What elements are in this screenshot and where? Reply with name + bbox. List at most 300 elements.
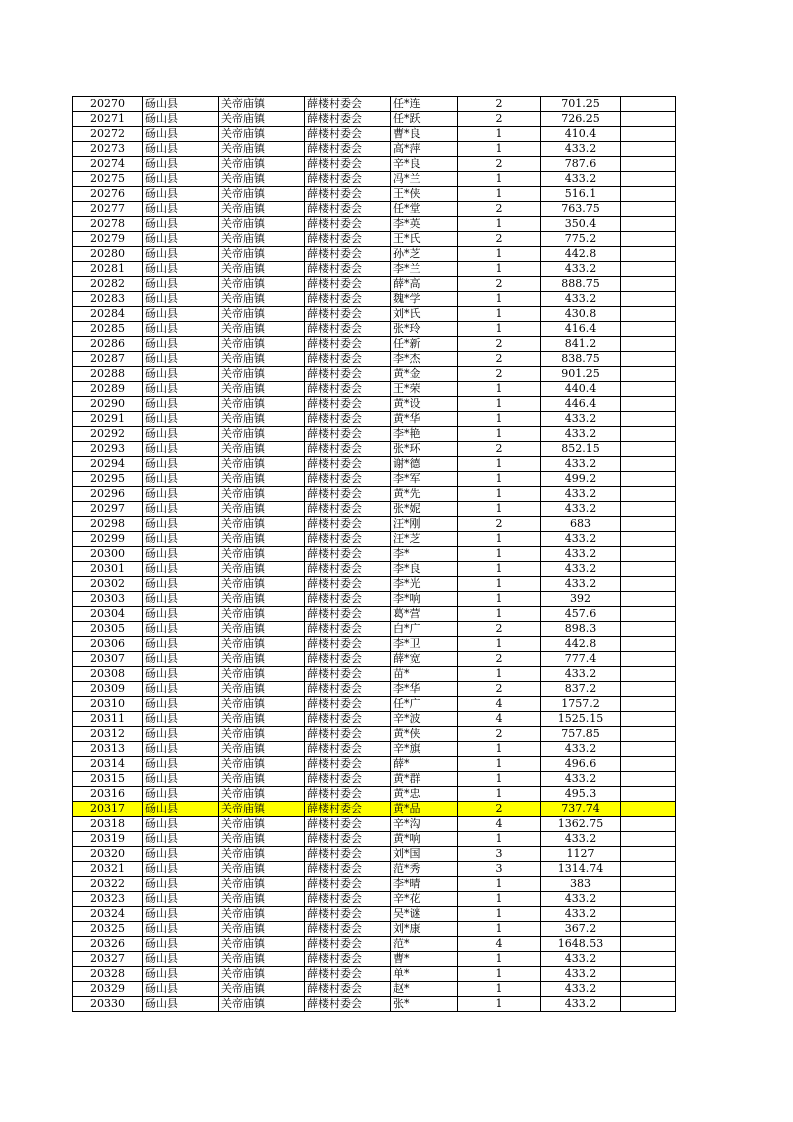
note-cell [621, 727, 676, 742]
county-cell: 砀山县 [143, 907, 219, 922]
county-cell: 砀山县 [143, 892, 219, 907]
note-cell [621, 697, 676, 712]
town-cell: 关帝庙镇 [219, 397, 305, 412]
amount-cell: 757.85 [541, 727, 621, 742]
note-cell [621, 757, 676, 772]
town-cell: 关帝庙镇 [219, 97, 305, 112]
name-cell: 任*新 [391, 337, 458, 352]
table-row [73, 997, 676, 1012]
record-id: 20283 [73, 292, 143, 307]
town-cell: 关帝庙镇 [219, 802, 305, 817]
town-cell: 关帝庙镇 [219, 757, 305, 772]
table-row [73, 652, 676, 667]
amount-cell: 433.2 [541, 952, 621, 967]
note-cell [621, 682, 676, 697]
village-cell: 薛楼村委会 [305, 907, 391, 922]
village-cell: 薛楼村委会 [305, 652, 391, 667]
table-row [73, 352, 676, 367]
name-cell: 任*连 [391, 97, 458, 112]
village-cell: 薛楼村委会 [305, 112, 391, 127]
town-cell: 关帝庙镇 [219, 607, 305, 622]
table-row [73, 967, 676, 982]
table-row [73, 982, 676, 997]
town-cell: 关帝庙镇 [219, 337, 305, 352]
village-cell: 薛楼村委会 [305, 322, 391, 337]
town-cell: 关帝庙镇 [219, 907, 305, 922]
village-cell: 薛楼村委会 [305, 667, 391, 682]
note-cell [621, 142, 676, 157]
village-cell: 薛楼村委会 [305, 577, 391, 592]
amount-cell: 898.3 [541, 622, 621, 637]
amount-cell: 433.2 [541, 982, 621, 997]
count-cell: 2 [458, 682, 541, 697]
town-cell: 关帝庙镇 [219, 592, 305, 607]
count-cell: 1 [458, 487, 541, 502]
amount-cell: 838.75 [541, 352, 621, 367]
count-cell: 1 [458, 952, 541, 967]
note-cell [621, 922, 676, 937]
village-cell: 薛楼村委会 [305, 127, 391, 142]
name-cell: 李*杰 [391, 352, 458, 367]
amount-cell: 775.2 [541, 232, 621, 247]
amount-cell: 433.2 [541, 487, 621, 502]
name-cell: 李*军 [391, 472, 458, 487]
record-id: 20300 [73, 547, 143, 562]
table-row [73, 157, 676, 172]
record-id: 20324 [73, 907, 143, 922]
count-cell: 4 [458, 697, 541, 712]
name-cell: 李*兰 [391, 262, 458, 277]
count-cell: 3 [458, 862, 541, 877]
name-cell: 张*妮 [391, 502, 458, 517]
name-cell: 范* [391, 937, 458, 952]
record-id: 20270 [73, 97, 143, 112]
record-id: 20299 [73, 532, 143, 547]
village-cell: 薛楼村委会 [305, 982, 391, 997]
note-cell [621, 232, 676, 247]
record-id: 20311 [73, 712, 143, 727]
county-cell: 砀山县 [143, 832, 219, 847]
table-row [73, 412, 676, 427]
amount-cell: 841.2 [541, 337, 621, 352]
note-cell [621, 517, 676, 532]
table-row [73, 727, 676, 742]
amount-cell: 852.15 [541, 442, 621, 457]
amount-cell: 433.2 [541, 967, 621, 982]
amount-cell: 410.4 [541, 127, 621, 142]
village-cell: 薛楼村委会 [305, 757, 391, 772]
amount-cell: 433.2 [541, 142, 621, 157]
amount-cell: 440.4 [541, 382, 621, 397]
village-cell: 薛楼村委会 [305, 682, 391, 697]
name-cell: 黄*忠 [391, 787, 458, 802]
name-cell: 李*艳 [391, 427, 458, 442]
amount-cell: 457.6 [541, 607, 621, 622]
record-id: 20287 [73, 352, 143, 367]
amount-cell: 442.8 [541, 247, 621, 262]
amount-cell: 433.2 [541, 742, 621, 757]
village-cell: 薛楼村委会 [305, 262, 391, 277]
note-cell [621, 112, 676, 127]
village-cell: 薛楼村委会 [305, 862, 391, 877]
record-id: 20317 [73, 802, 143, 817]
village-cell: 薛楼村委会 [305, 832, 391, 847]
county-cell: 砀山县 [143, 97, 219, 112]
village-cell: 薛楼村委会 [305, 187, 391, 202]
note-cell [621, 97, 676, 112]
table-body [73, 97, 676, 1012]
county-cell: 砀山县 [143, 397, 219, 412]
count-cell: 2 [458, 157, 541, 172]
count-cell: 1 [458, 922, 541, 937]
table-row [73, 262, 676, 277]
count-cell: 2 [458, 517, 541, 532]
town-cell: 关帝庙镇 [219, 667, 305, 682]
name-cell: 曹*良 [391, 127, 458, 142]
county-cell: 砀山县 [143, 742, 219, 757]
village-cell: 薛楼村委会 [305, 502, 391, 517]
name-cell: 薛* [391, 757, 458, 772]
town-cell: 关帝庙镇 [219, 412, 305, 427]
name-cell: 孙*芝 [391, 247, 458, 262]
amount-cell: 446.4 [541, 397, 621, 412]
record-id: 20272 [73, 127, 143, 142]
town-cell: 关帝庙镇 [219, 157, 305, 172]
note-cell [621, 397, 676, 412]
county-cell: 砀山县 [143, 622, 219, 637]
count-cell: 2 [458, 622, 541, 637]
note-cell [621, 772, 676, 787]
record-id: 20312 [73, 727, 143, 742]
county-cell: 砀山县 [143, 502, 219, 517]
note-cell [621, 172, 676, 187]
village-cell: 薛楼村委会 [305, 802, 391, 817]
village-cell: 薛楼村委会 [305, 247, 391, 262]
record-id: 20274 [73, 157, 143, 172]
town-cell: 关帝庙镇 [219, 487, 305, 502]
village-cell: 薛楼村委会 [305, 997, 391, 1012]
county-cell: 砀山县 [143, 727, 219, 742]
count-cell: 1 [458, 967, 541, 982]
table-row [73, 862, 676, 877]
county-cell: 砀山县 [143, 682, 219, 697]
town-cell: 关帝庙镇 [219, 847, 305, 862]
village-cell: 薛楼村委会 [305, 172, 391, 187]
table-row [73, 622, 676, 637]
note-cell [621, 562, 676, 577]
table-row [73, 502, 676, 517]
village-cell: 薛楼村委会 [305, 607, 391, 622]
table-row [73, 367, 676, 382]
town-cell: 关帝庙镇 [219, 937, 305, 952]
table-row [73, 682, 676, 697]
town-cell: 关帝庙镇 [219, 517, 305, 532]
amount-cell: 777.4 [541, 652, 621, 667]
table-row [73, 397, 676, 412]
town-cell: 关帝庙镇 [219, 727, 305, 742]
table-row [73, 172, 676, 187]
name-cell: 高*萍 [391, 142, 458, 157]
table-row [73, 217, 676, 232]
note-cell [621, 967, 676, 982]
amount-cell: 433.2 [541, 412, 621, 427]
amount-cell: 433.2 [541, 577, 621, 592]
count-cell: 1 [458, 127, 541, 142]
village-cell: 薛楼村委会 [305, 952, 391, 967]
village-cell: 薛楼村委会 [305, 892, 391, 907]
town-cell: 关帝庙镇 [219, 577, 305, 592]
village-cell: 薛楼村委会 [305, 592, 391, 607]
table-row [73, 847, 676, 862]
amount-cell: 430.8 [541, 307, 621, 322]
town-cell: 关帝庙镇 [219, 712, 305, 727]
record-id: 20326 [73, 937, 143, 952]
table-row [73, 232, 676, 247]
village-cell: 薛楼村委会 [305, 337, 391, 352]
county-cell: 砀山县 [143, 577, 219, 592]
village-cell: 薛楼村委会 [305, 382, 391, 397]
county-cell: 砀山县 [143, 712, 219, 727]
count-cell: 1 [458, 592, 541, 607]
table-row [73, 952, 676, 967]
name-cell: 任*广 [391, 697, 458, 712]
town-cell: 关帝庙镇 [219, 187, 305, 202]
table-row [73, 907, 676, 922]
note-cell [621, 202, 676, 217]
village-cell: 薛楼村委会 [305, 877, 391, 892]
note-cell [621, 412, 676, 427]
amount-cell: 1362.75 [541, 817, 621, 832]
count-cell: 4 [458, 817, 541, 832]
record-id: 20280 [73, 247, 143, 262]
county-cell: 砀山县 [143, 337, 219, 352]
record-id: 20320 [73, 847, 143, 862]
county-cell: 砀山县 [143, 862, 219, 877]
count-cell: 1 [458, 187, 541, 202]
record-id: 20307 [73, 652, 143, 667]
name-cell: 辛*良 [391, 157, 458, 172]
table-row [73, 697, 676, 712]
village-cell: 薛楼村委会 [305, 922, 391, 937]
town-cell: 关帝庙镇 [219, 202, 305, 217]
amount-cell: 433.2 [541, 532, 621, 547]
note-cell [621, 352, 676, 367]
village-cell: 薛楼村委会 [305, 967, 391, 982]
name-cell: 李*卫 [391, 637, 458, 652]
amount-cell: 683 [541, 517, 621, 532]
amount-cell: 1525.15 [541, 712, 621, 727]
count-cell: 2 [458, 802, 541, 817]
village-cell: 薛楼村委会 [305, 232, 391, 247]
amount-cell: 433.2 [541, 502, 621, 517]
village-cell: 薛楼村委会 [305, 277, 391, 292]
county-cell: 砀山县 [143, 187, 219, 202]
town-cell: 关帝庙镇 [219, 352, 305, 367]
town-cell: 关帝庙镇 [219, 307, 305, 322]
county-cell: 砀山县 [143, 877, 219, 892]
town-cell: 关帝庙镇 [219, 832, 305, 847]
town-cell: 关帝庙镇 [219, 277, 305, 292]
town-cell: 关帝庙镇 [219, 772, 305, 787]
name-cell: 黄*侠 [391, 727, 458, 742]
note-cell [621, 892, 676, 907]
count-cell: 1 [458, 607, 541, 622]
table-row [73, 772, 676, 787]
village-cell: 薛楼村委会 [305, 217, 391, 232]
name-cell: 黄*金 [391, 367, 458, 382]
note-cell [621, 187, 676, 202]
amount-cell: 901.25 [541, 367, 621, 382]
amount-cell: 433.2 [541, 667, 621, 682]
town-cell: 关帝庙镇 [219, 682, 305, 697]
town-cell: 关帝庙镇 [219, 637, 305, 652]
table-row [73, 382, 676, 397]
record-id: 20314 [73, 757, 143, 772]
name-cell: 汪*芝 [391, 532, 458, 547]
town-cell: 关帝庙镇 [219, 562, 305, 577]
name-cell: 任*跃 [391, 112, 458, 127]
note-cell [621, 847, 676, 862]
record-id: 20321 [73, 862, 143, 877]
county-cell: 砀山县 [143, 172, 219, 187]
amount-cell: 1127 [541, 847, 621, 862]
amount-cell: 433.2 [541, 172, 621, 187]
county-cell: 砀山县 [143, 307, 219, 322]
county-cell: 砀山县 [143, 442, 219, 457]
count-cell: 3 [458, 847, 541, 862]
town-cell: 关帝庙镇 [219, 472, 305, 487]
table-row [73, 892, 676, 907]
table-row [73, 427, 676, 442]
amount-cell: 1314.74 [541, 862, 621, 877]
record-id: 20296 [73, 487, 143, 502]
note-cell [621, 877, 676, 892]
table-row [73, 142, 676, 157]
county-cell: 砀山县 [143, 262, 219, 277]
name-cell: 谢*德 [391, 457, 458, 472]
name-cell: 薛*高 [391, 277, 458, 292]
count-cell: 1 [458, 427, 541, 442]
note-cell [621, 292, 676, 307]
note-cell [621, 127, 676, 142]
note-cell [621, 952, 676, 967]
town-cell: 关帝庙镇 [219, 697, 305, 712]
village-cell: 薛楼村委会 [305, 307, 391, 322]
name-cell: 白*广 [391, 622, 458, 637]
county-cell: 砀山县 [143, 142, 219, 157]
village-cell: 薛楼村委会 [305, 142, 391, 157]
record-id: 20313 [73, 742, 143, 757]
name-cell: 辛*沟 [391, 817, 458, 832]
village-cell: 薛楼村委会 [305, 697, 391, 712]
amount-cell: 516.1 [541, 187, 621, 202]
name-cell: 曹* [391, 952, 458, 967]
village-cell: 薛楼村委会 [305, 367, 391, 382]
amount-cell: 787.6 [541, 157, 621, 172]
table-row [73, 337, 676, 352]
county-cell: 砀山县 [143, 457, 219, 472]
record-id: 20303 [73, 592, 143, 607]
county-cell: 砀山县 [143, 382, 219, 397]
table-row [73, 637, 676, 652]
amount-cell: 433.2 [541, 457, 621, 472]
note-cell [621, 937, 676, 952]
name-cell: 李*光 [391, 577, 458, 592]
record-id: 20322 [73, 877, 143, 892]
amount-cell: 763.75 [541, 202, 621, 217]
record-id: 20297 [73, 502, 143, 517]
table-row [73, 247, 676, 262]
amount-cell: 433.2 [541, 892, 621, 907]
record-id: 20328 [73, 967, 143, 982]
record-id: 20290 [73, 397, 143, 412]
village-cell: 薛楼村委会 [305, 622, 391, 637]
village-cell: 薛楼村委会 [305, 457, 391, 472]
town-cell: 关帝庙镇 [219, 322, 305, 337]
name-cell: 王*氏 [391, 232, 458, 247]
record-id: 20279 [73, 232, 143, 247]
record-id: 20316 [73, 787, 143, 802]
count-cell: 1 [458, 472, 541, 487]
town-cell: 关帝庙镇 [219, 382, 305, 397]
count-cell: 1 [458, 562, 541, 577]
count-cell: 1 [458, 997, 541, 1012]
amount-cell: 499.2 [541, 472, 621, 487]
name-cell: 李*良 [391, 562, 458, 577]
town-cell: 关帝庙镇 [219, 172, 305, 187]
table-row [73, 112, 676, 127]
county-cell: 砀山县 [143, 517, 219, 532]
name-cell: 张*玲 [391, 322, 458, 337]
village-cell: 薛楼村委会 [305, 397, 391, 412]
town-cell: 关帝庙镇 [219, 787, 305, 802]
count-cell: 1 [458, 907, 541, 922]
note-cell [621, 262, 676, 277]
town-cell: 关帝庙镇 [219, 457, 305, 472]
name-cell: 辛*花 [391, 892, 458, 907]
village-cell: 薛楼村委会 [305, 292, 391, 307]
amount-cell: 1757.2 [541, 697, 621, 712]
count-cell: 2 [458, 202, 541, 217]
record-id: 20293 [73, 442, 143, 457]
amount-cell: 367.2 [541, 922, 621, 937]
county-cell: 砀山县 [143, 667, 219, 682]
town-cell: 关帝庙镇 [219, 142, 305, 157]
town-cell: 关帝庙镇 [219, 622, 305, 637]
count-cell: 2 [458, 232, 541, 247]
town-cell: 关帝庙镇 [219, 877, 305, 892]
record-id: 20318 [73, 817, 143, 832]
county-cell: 砀山县 [143, 532, 219, 547]
village-cell: 薛楼村委会 [305, 202, 391, 217]
county-cell: 砀山县 [143, 772, 219, 787]
record-id: 20286 [73, 337, 143, 352]
note-cell [621, 997, 676, 1012]
amount-cell: 416.4 [541, 322, 621, 337]
count-cell: 1 [458, 877, 541, 892]
town-cell: 关帝庙镇 [219, 367, 305, 382]
amount-cell: 837.2 [541, 682, 621, 697]
name-cell: 赵* [391, 982, 458, 997]
note-cell [621, 667, 676, 682]
amount-cell: 433.2 [541, 772, 621, 787]
table-row [73, 97, 676, 112]
count-cell: 1 [458, 892, 541, 907]
amount-cell: 737.74 [541, 802, 621, 817]
count-cell: 1 [458, 247, 541, 262]
note-cell [621, 442, 676, 457]
count-cell: 1 [458, 532, 541, 547]
